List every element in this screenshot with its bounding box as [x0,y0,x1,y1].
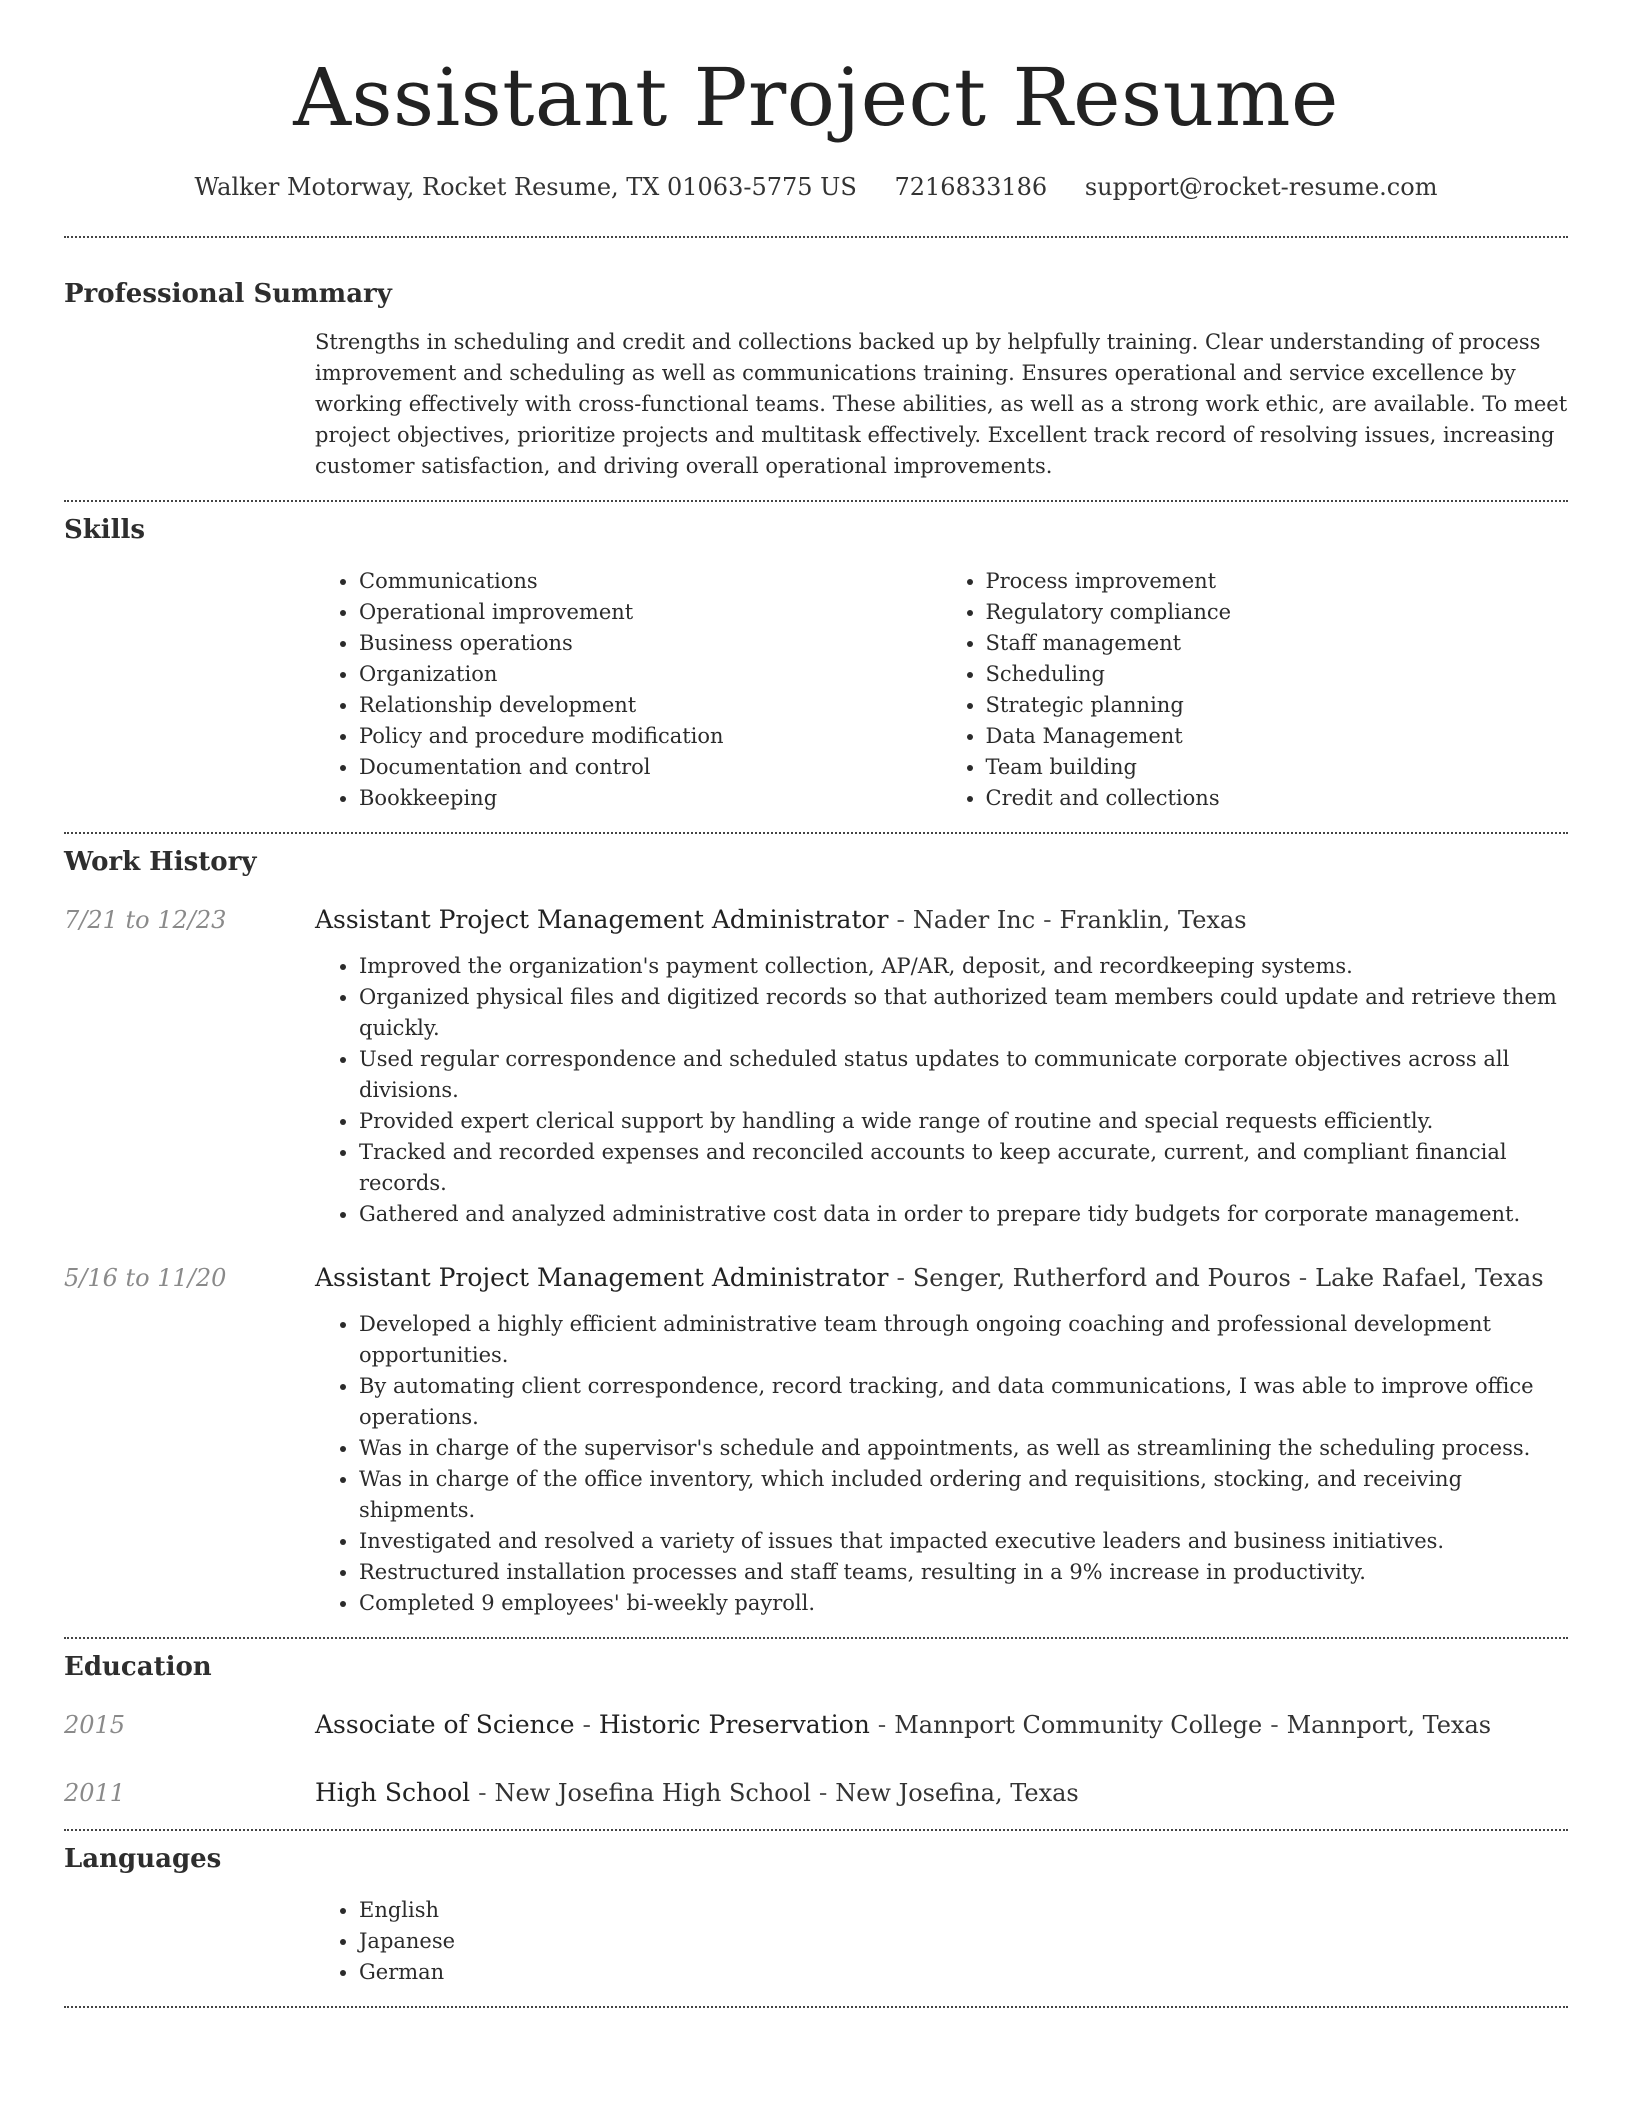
job-company: Senger, Rutherford and Pouros [912,1264,1291,1292]
job-bullet: • Provided expert clerical support by handling a wide range of routine and special requests efficiently. [359,1106,1568,1137]
education-year: 2011 [64,1779,126,1807]
skill-item: • Operational improvement [359,597,942,628]
job-company: Nader Inc [912,906,1036,934]
skills-list-left [315,566,942,814]
skill-item: • Team building [986,752,1569,783]
education-degree: High School [315,1778,471,1807]
job-bullet: • Was in charge of the supervisor's schedule and appointments, as well as streamlining the scheduling process. [359,1433,1568,1464]
contact-email: support@rocket-resume.com [1084,173,1438,201]
education-year: 2015 [64,1711,126,1739]
job-dates: 7/21 to 12/23 [64,906,227,934]
resume-title: Assistant Project Resume [293,51,1339,144]
skill-item: • Policy and procedure modification [359,721,942,752]
job-title: Assistant Project Management Administrator [315,905,889,934]
skill-item: • Staff management [986,628,1569,659]
job-bullet: • Investigated and resolved a variety of issues that impacted executive leaders and business initiatives. [359,1526,1568,1557]
skill-item: • Strategic planning [986,690,1569,721]
education-location: New Josefina, Texas [835,1779,1079,1807]
skill-item: • Organization [359,659,942,690]
summary-heading: Professional Summary [64,279,392,309]
languages-heading: Languages [64,1844,222,1874]
job-bullet: • Used regular correspondence and scheduled status updates to communicate corporate objectives across all divisions. [359,1044,1568,1106]
job-heading: Assistant Project Management Administrator - Nader Inc - Franklin, Texas [315,905,1247,934]
job-bullet: • Restructured installation processes and staff teams, resulting in a 9% increase in productivity. [359,1557,1568,1588]
education-entry [64,1777,1568,1809]
education-entry [64,1709,1568,1741]
resume-page [64,0,1568,2008]
work-section [64,834,1568,1619]
work-heading: Work History [64,847,257,877]
divider [64,2006,1568,2008]
job-bullet: • Completed 9 employees' bi-weekly payroll. [359,1588,1568,1619]
education-school: New Josefina High School [494,1779,811,1807]
job-entry [64,904,1568,1230]
job-bullet: • Improved the organization's payment collection, AP/AR, deposit, and recordkeeping systems. [359,951,1568,982]
job-bullet: • Developed a highly efficient administrative team through ongoing coaching and professional development opportunities. [359,1309,1568,1371]
job-bullet: • Organized physical files and digitized records so that authorized team members could update and retrieve them quickly. [359,982,1568,1044]
language-item: • English [359,1895,1568,1926]
skill-item: • Business operations [359,628,942,659]
job-bullet: • Gathered and analyzed administrative cost data in order to prepare tidy budgets for corporate management. [359,1199,1568,1230]
languages-section [64,1831,1568,1988]
skill-item: • Scheduling [986,659,1569,690]
skills-list-right [942,566,1569,814]
job-bullets [315,1309,1568,1619]
education-heading-line: Associate of Science - Historic Preservation - Mannport Community College - Mannport, Texas [315,1710,1492,1739]
language-item: • Japanese [359,1926,1568,1957]
job-bullet: • Tracked and recorded expenses and reconciled accounts to keep accurate, current, and compliant financial records. [359,1137,1568,1199]
education-section [64,1639,1568,1809]
job-title: Assistant Project Management Administrator [315,1263,889,1292]
contact-phone: 7216833186 [894,173,1048,201]
job-bullets [315,951,1568,1230]
contact-line [64,172,1568,202]
language-item: • German [359,1957,1568,1988]
education-heading-line: High School - New Josefina High School - New Josefina, Texas [315,1778,1079,1807]
education-degree: Associate of Science [315,1710,575,1739]
education-field: Historic Preservation [598,1710,870,1739]
skill-item: • Documentation and control [359,752,942,783]
job-location: Lake Rafael, Texas [1315,1264,1544,1292]
skill-item: • Regulatory compliance [986,597,1569,628]
skills-section [64,502,1568,814]
skills-heading: Skills [64,515,146,545]
education-location: Mannport, Texas [1286,1711,1492,1739]
languages-list [315,1895,1568,1988]
job-dates: 5/16 to 11/20 [64,1264,227,1292]
summary-text: Strengths in scheduling and credit and collections backed up by helpfully training. Clear understanding of process improvement and scheduling as well as communications training. Ensures operational and service excellence by working effectively with cross-functional teams. These abilities, as well as a strong work ethic, are available. To meet project objectives, prioritize projects and multitask effectively. Excellent track record of resolving issues, increasing customer satisfaction, and driving overall operational improvements. [315,330,1568,478]
skill-item: • Bookkeeping [359,783,942,814]
skill-item: • Data Management [986,721,1569,752]
education-school: Mannport Community College [894,1711,1263,1739]
skill-item: • Communications [359,566,942,597]
job-entry [64,1262,1568,1619]
skill-item: • Relationship development [359,690,942,721]
contact-address: Walker Motorway, Rocket Resume, TX 01063-5775 US [194,173,857,201]
skill-item: • Process improvement [986,566,1569,597]
skill-item: • Credit and collections [986,783,1569,814]
education-heading: Education [64,1652,212,1682]
job-bullet: • By automating client correspondence, record tracking, and data communications, I was able to improve office operations. [359,1371,1568,1433]
summary-section [64,238,1568,482]
job-heading: Assistant Project Management Administrator - Senger, Rutherford and Pouros - Lake Rafael, Texas [315,1263,1544,1292]
job-bullet: • Was in charge of the office inventory, which included ordering and requisitions, stocking, and receiving shipments. [359,1464,1568,1526]
job-location: Franklin, Texas [1059,906,1247,934]
